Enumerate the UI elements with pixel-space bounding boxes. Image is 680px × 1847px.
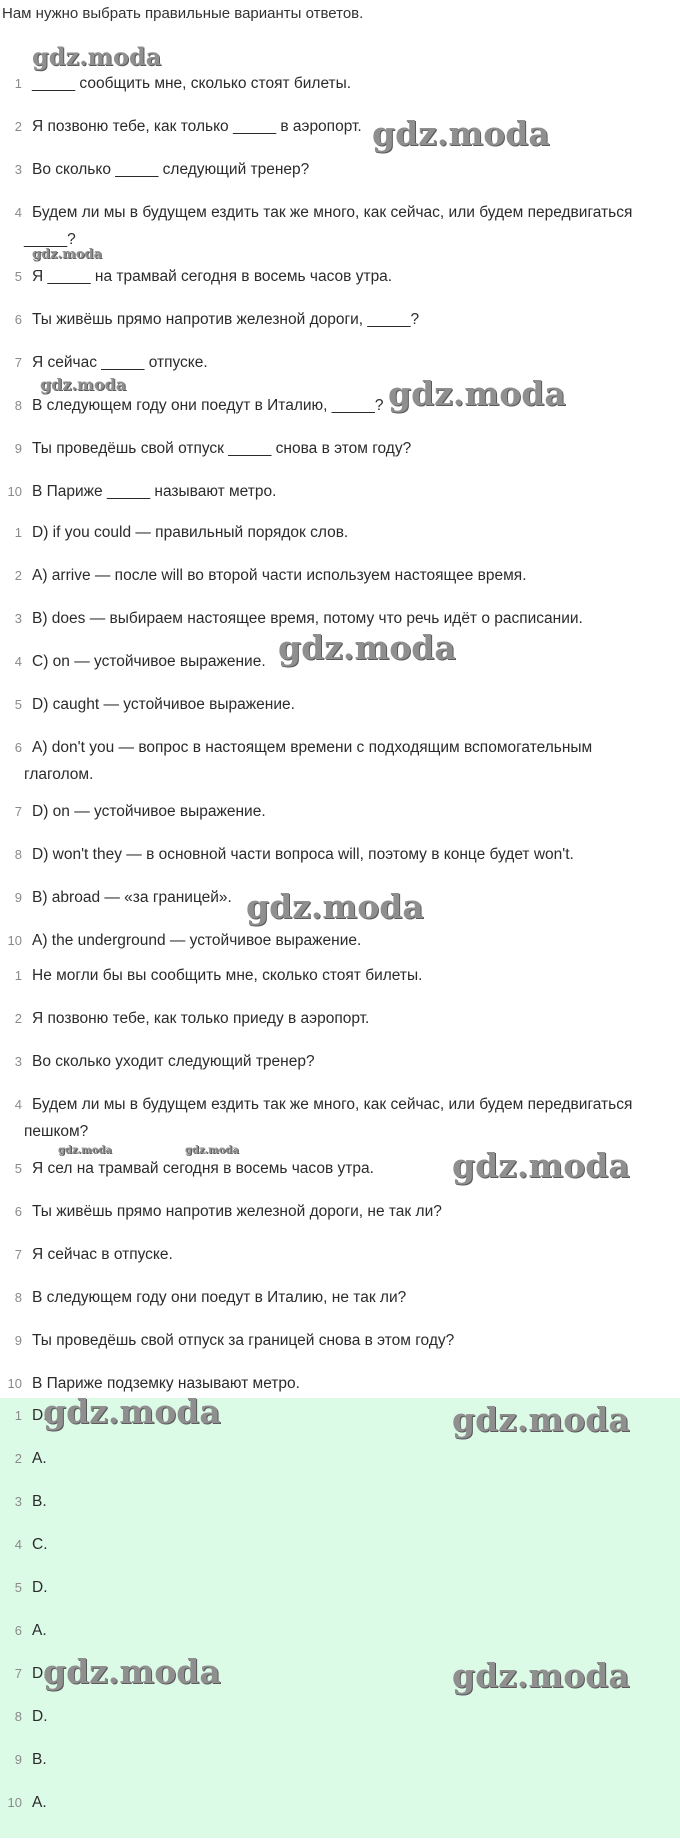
- item-number: 9: [14, 890, 22, 905]
- list-item: [0, 1402, 680, 1445]
- item-number: 7: [14, 355, 22, 370]
- item-number: 10: [7, 1795, 22, 1810]
- item-text: В следующем году они поедут в Италию, _____?: [32, 397, 384, 414]
- item-number: 1: [14, 525, 22, 540]
- list-item: [0, 306, 680, 349]
- item-text: Я сел на трамвай сегодня в восемь часов утра.: [32, 1160, 374, 1177]
- item-text: Во сколько уходит следующий тренер?: [32, 1053, 315, 1070]
- item-text: D) if you could — правильный порядок слов.: [32, 524, 349, 541]
- item-text: Ты проведёшь свой отпуск за границей снова в этом году?: [32, 1332, 455, 1349]
- item-text: A.: [32, 1622, 47, 1639]
- item-number: 6: [14, 740, 22, 755]
- item-text: D.: [32, 1579, 48, 1596]
- list-item: [0, 70, 680, 113]
- list-item: [0, 798, 680, 841]
- item-number: 9: [14, 441, 22, 456]
- list-item: [0, 113, 680, 156]
- list-item: [0, 1660, 680, 1703]
- item-text: B) abroad — «за границей».: [32, 889, 232, 906]
- item-number: 1: [14, 968, 22, 983]
- item-number: 6: [14, 1623, 22, 1638]
- list-item: [0, 478, 680, 521]
- item-text: A) don't you — вопрос в настоящем времени с подходящим вспомогательным: [32, 739, 593, 756]
- list-item: [0, 1746, 680, 1789]
- list-item: [0, 1488, 680, 1531]
- list-item: [0, 1327, 680, 1370]
- list-item: [0, 962, 680, 1005]
- item-number: 7: [14, 804, 22, 819]
- item-number: 6: [14, 312, 22, 327]
- item-number: 5: [14, 1580, 22, 1595]
- watermark-logo: gdz.moda: [246, 887, 424, 926]
- item-text: D) on — устойчивое выражение.: [32, 803, 266, 820]
- list-item: [0, 1155, 680, 1198]
- item-number: 6: [14, 1204, 22, 1219]
- list-item: [0, 841, 680, 884]
- item-text: A.: [32, 1794, 47, 1811]
- item-text: Я сейчас в отпуске.: [32, 1246, 173, 1263]
- item-number: 8: [14, 398, 22, 413]
- item-text: Я _____ на трамвай сегодня в восемь часов утра.: [32, 268, 393, 285]
- questions-list: [0, 70, 680, 521]
- item-text-continuation: _____?: [24, 231, 76, 248]
- item-text: Будем ли мы в будущем ездить так же много, как сейчас, или будем передвигаться: [32, 1096, 633, 1113]
- list-item: [0, 884, 680, 927]
- item-number: 4: [14, 1097, 22, 1112]
- item-text: D.: [32, 1407, 48, 1424]
- item-text: D.: [32, 1665, 48, 1682]
- list-item: [0, 1284, 680, 1327]
- item-number: 2: [14, 568, 22, 583]
- item-number: 8: [14, 1290, 22, 1305]
- list-item: [0, 519, 680, 562]
- item-text: Ты проведёшь свой отпуск _____ снова в этом году?: [32, 440, 412, 457]
- list-item: [0, 1531, 680, 1574]
- watermark-logo: gdz.moda: [372, 114, 550, 153]
- list-item: [0, 392, 680, 435]
- item-text: A.: [32, 1450, 47, 1467]
- item-number: 10: [7, 484, 22, 499]
- watermark-logo: gdz.moda: [32, 42, 162, 71]
- item-text: B.: [32, 1751, 47, 1768]
- watermark-logo: gdz.moda: [452, 1146, 630, 1185]
- list-item: [0, 1574, 680, 1617]
- item-text: Я позвоню тебе, как только приеду в аэропорт.: [32, 1010, 370, 1027]
- item-number: 8: [14, 1709, 22, 1724]
- item-number: 3: [14, 1494, 22, 1509]
- item-text-continuation: пешком?: [24, 1123, 89, 1140]
- item-number: 4: [14, 654, 22, 669]
- list-item: [0, 605, 680, 648]
- item-text: A) the underground — устойчивое выражение.: [32, 932, 362, 949]
- list-item: [0, 1241, 680, 1284]
- list-item: [0, 435, 680, 478]
- list-item: [0, 263, 680, 306]
- item-text: A) arrive — после will во второй части используем настоящее время.: [32, 567, 527, 584]
- item-number: 5: [14, 1161, 22, 1176]
- watermark-logo: gdz.moda: [278, 628, 456, 667]
- watermark-logo: gdz.moda: [388, 374, 566, 413]
- item-text: Ты живёшь прямо напротив железной дороги, не так ли?: [32, 1203, 442, 1220]
- item-text: C.: [32, 1536, 48, 1553]
- item-number: 5: [14, 269, 22, 284]
- watermark-logo: gdz.moda: [58, 1145, 112, 1156]
- list-item: [0, 1091, 680, 1155]
- list-item: [0, 648, 680, 691]
- item-text: B.: [32, 1493, 47, 1510]
- item-number: 9: [14, 1752, 22, 1767]
- list-item: [0, 1789, 680, 1832]
- list-item: [0, 199, 680, 263]
- list-item: [0, 1005, 680, 1048]
- item-number: 4: [14, 205, 22, 220]
- item-text: Ты живёшь прямо напротив железной дороги, _____?: [32, 311, 420, 328]
- item-number: 3: [14, 611, 22, 626]
- explanations-list: [0, 519, 680, 970]
- list-item: [0, 349, 680, 392]
- watermark-logo: gdz.moda: [452, 1400, 630, 1439]
- item-text: Будем ли мы в будущем ездить так же много, как сейчас, или будем передвигаться: [32, 204, 633, 221]
- item-text-continuation: глаголом.: [24, 766, 94, 783]
- item-number: 5: [14, 697, 22, 712]
- item-text: В следующем году они поедут в Италию, не так ли?: [32, 1289, 407, 1306]
- list-item: [0, 1703, 680, 1746]
- item-number: 8: [14, 847, 22, 862]
- item-number: 3: [14, 1054, 22, 1069]
- item-number: 7: [14, 1666, 22, 1681]
- item-number: 2: [14, 119, 22, 134]
- item-number: 3: [14, 162, 22, 177]
- item-text: _____ сообщить мне, сколько стоят билеты.: [32, 75, 352, 92]
- item-text: Я сейчас _____ отпуске.: [32, 354, 208, 371]
- item-number: 2: [14, 1011, 22, 1026]
- item-number: 10: [7, 1376, 22, 1391]
- item-text: Не могли бы вы сообщить мне, сколько стоят билеты.: [32, 967, 423, 984]
- item-number: 1: [14, 1408, 22, 1423]
- item-number: 7: [14, 1247, 22, 1262]
- list-item: [0, 734, 680, 798]
- list-item: [0, 156, 680, 199]
- translations-list: [0, 962, 680, 1413]
- item-number: 9: [14, 1333, 22, 1348]
- watermark-logo: gdz.moda: [40, 375, 127, 394]
- answers-list: [0, 1398, 680, 1838]
- item-number: 2: [14, 1451, 22, 1466]
- intro-text: Нам нужно выбрать правильные варианты ответов.: [2, 5, 364, 22]
- item-text: D) caught — устойчивое выражение.: [32, 696, 295, 713]
- list-item: [0, 562, 680, 605]
- item-number: 10: [7, 933, 22, 948]
- item-number: 4: [14, 1537, 22, 1552]
- list-item: [0, 691, 680, 734]
- item-text: В Париже подземку называют метро.: [32, 1375, 300, 1392]
- item-text: Я позвоню тебе, как только _____ в аэропорт.: [32, 118, 362, 135]
- list-item: [0, 1048, 680, 1091]
- watermark-logo: gdz.moda: [452, 1656, 630, 1695]
- watermark-logo: gdz.moda: [185, 1145, 239, 1156]
- list-item: [0, 1198, 680, 1241]
- item-text: В Париже _____ называют метро.: [32, 483, 277, 500]
- watermark-logo: gdz.moda: [43, 1392, 221, 1431]
- item-text: B) does — выбираем настоящее время, потому что речь идёт о расписании.: [32, 610, 583, 627]
- list-item: [0, 1617, 680, 1660]
- watermark-logo: gdz.moda: [32, 247, 103, 262]
- watermark-logo: gdz.moda: [43, 1652, 221, 1691]
- item-text: D.: [32, 1708, 48, 1725]
- list-item: [0, 1445, 680, 1488]
- item-number: 1: [14, 76, 22, 91]
- item-text: C) on — устойчивое выражение.: [32, 653, 266, 670]
- item-text: D) won't they — в основной части вопроса will, поэтому в конце будет won't.: [32, 846, 574, 863]
- item-text: Во сколько _____ следующий тренер?: [32, 161, 310, 178]
